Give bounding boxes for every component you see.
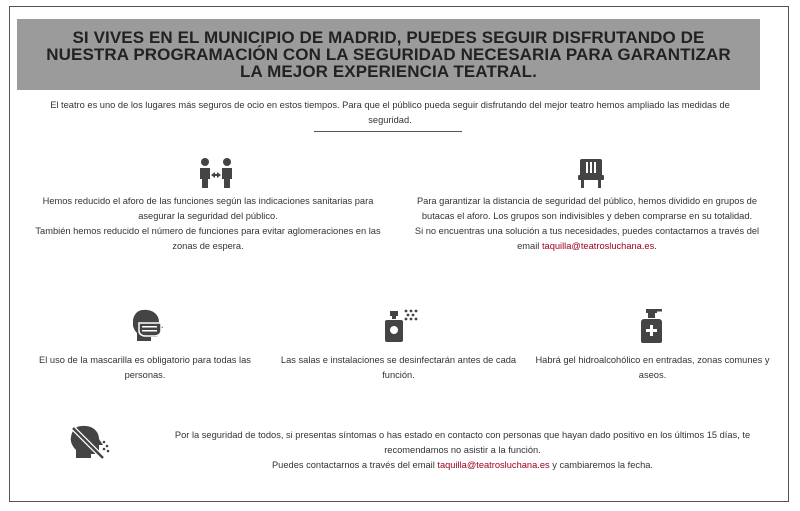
no-sneeze-icon [70,425,110,459]
chair-icon [578,157,604,189]
face-mask-icon [133,308,167,342]
capacity-text-1: Hemos reducido el aforo de las funciones según las indicaciones sanitarias para asegurar la seguridad del público. [42,196,374,221]
seating-text-1: Para garantizar la distancia de seguridad del público, hemos dividido en grupos de butacas el aforo. Los grupos son indivisibles y deben comprarse en su totalidad. [416,196,758,221]
seating-text-2-suffix: . [654,241,657,251]
header-banner [17,19,760,90]
seating-text-2-prefix: Si no encuentras una solución a tus necesidades, puedes contactarnos a través del email [414,226,760,251]
symptoms-email-link[interactable]: taquilla@teatrosluchana.es [437,460,550,470]
capacity-text-2: También hemos reducido el número de funciones para evitar aglomeraciones en las zonas de espera. [35,226,381,251]
intro-text: El teatro es uno de los lugares más seguros de ocio en estos tiempos. Para que el público pueda seguir disfrutando del mejor teatro hemos ampliado las medidas de seguridad. [50,100,730,125]
capacity-measure [28,194,388,254]
gel-measure: Habrá gel hidroalcohólico en entradas, zonas comunes y aseos. [535,355,770,380]
mask-measure: El uso de la mascarilla es obligatorio para todas las personas. [39,355,251,380]
seating-measure [408,194,766,254]
divider [314,131,462,132]
spray-bottle-icon [384,308,420,342]
disinfection-measure: Las salas e instalaciones se desinfectarán antes de cada función. [280,355,517,380]
social-distance-icon [198,157,234,189]
seating-email-link[interactable]: taquilla@teatrosluchana.es [541,241,655,251]
hand-sanitizer-icon [640,308,664,344]
symptoms-text-2-prefix: Puedes contactarnos a través del email [271,460,438,470]
symptoms-text-1: Por la seguridad de todos, si presentas síntomas o has estado en contacto con personas que hayan dado positivo en los últimos 15 días, te recomendamos no asistir a la función. [174,430,751,455]
symptoms-measure [150,428,775,473]
symptoms-text-2-suffix: y cambiaremos la fecha. [549,460,653,470]
banner-title: SI VIVES EN EL MUNICIPIO DE MADRID, PUEDES SEGUIR DISFRUTANDO DE NUESTRA PROGRAMACIÓN CON LA SEGURIDAD NECESARIA PARA GARANTIZAR LA MEJOR EXPERIENCIA TEATRAL. [46,28,731,81]
symptoms-text-2 [150,458,775,473]
seating-text-2 [408,224,766,254]
